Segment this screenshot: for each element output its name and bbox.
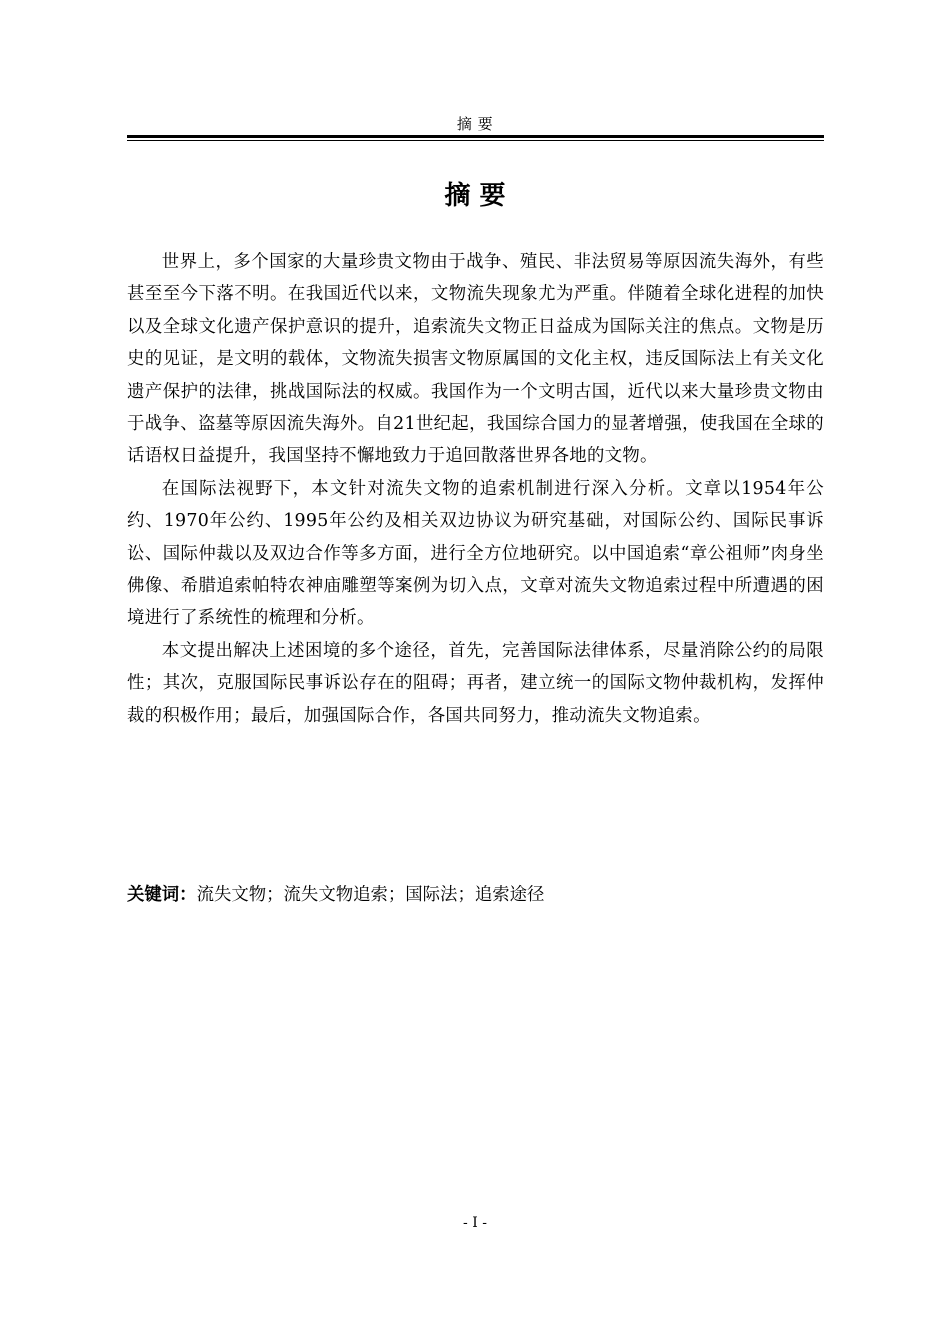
page-number: - I - [463, 1215, 487, 1231]
running-header: 摘 要 [456, 115, 494, 133]
abstract-paragraph: 世界上，多个国家的大量珍贵文物由于战争、殖民、非法贸易等原因流失海外，有些甚至至今下落不明。在我国近代以来，文物流失现象尤为严重。伴随着全球化进程的加快以及全球文化遗产保护意识的提升，追索流失文物正日益成为国际关注的焦点。文物是历史的见证，是文明的载体，文物流失损害文物原属国的文化主权，违反国际法上有关文化遗产保护的法律，挑战国际法的权威。我国作为一个文明古国，近代以来大量珍贵文物由于战争、盗墓等原因流失海外。自21世纪起，我国综合国力的显著增强，使我国在全球的话语权日益提升，我国坚持不懈地致力于追回散落世界各地的文物。 [127, 252, 824, 467]
keywords-label: 关键词： [127, 885, 197, 905]
abstract-body [127, 246, 824, 732]
keywords-text: 流失文物；流失文物追索；国际法；追索途径 [196, 885, 545, 905]
header-rule-thin [127, 140, 824, 141]
abstract-paragraph: 本文提出解决上述困境的多个途径，首先，完善国际法律体系，尽量消除公约的局限性；其次，克服国际民事诉讼存在的阻碍；再者，建立统一的国际文物仲裁机构，发挥仲裁的积极作用；最后，加强国际合作，各国共同努力，推动流失文物追索。 [127, 640, 824, 726]
keywords-line [127, 880, 824, 910]
page-title: 摘 要 [444, 181, 506, 211]
header-rule-thick [127, 135, 824, 138]
abstract-paragraph: 在国际法视野下，本文针对流失文物的追索机制进行深入分析。文章以1954年公约、1970年公约、1995年公约及相关双边协议为研究基础，对国际公约、国际民事诉讼、国际仲裁以及双边合作等多方面，进行全方位地研究。以中国追索“章公祖师”肉身坐佛像、希腊追索帕特农神庙雕塑等案例为切入点，文章对流失文物追索过程中所遭遇的困境进行了系统性的梳理和分析。 [127, 478, 824, 629]
